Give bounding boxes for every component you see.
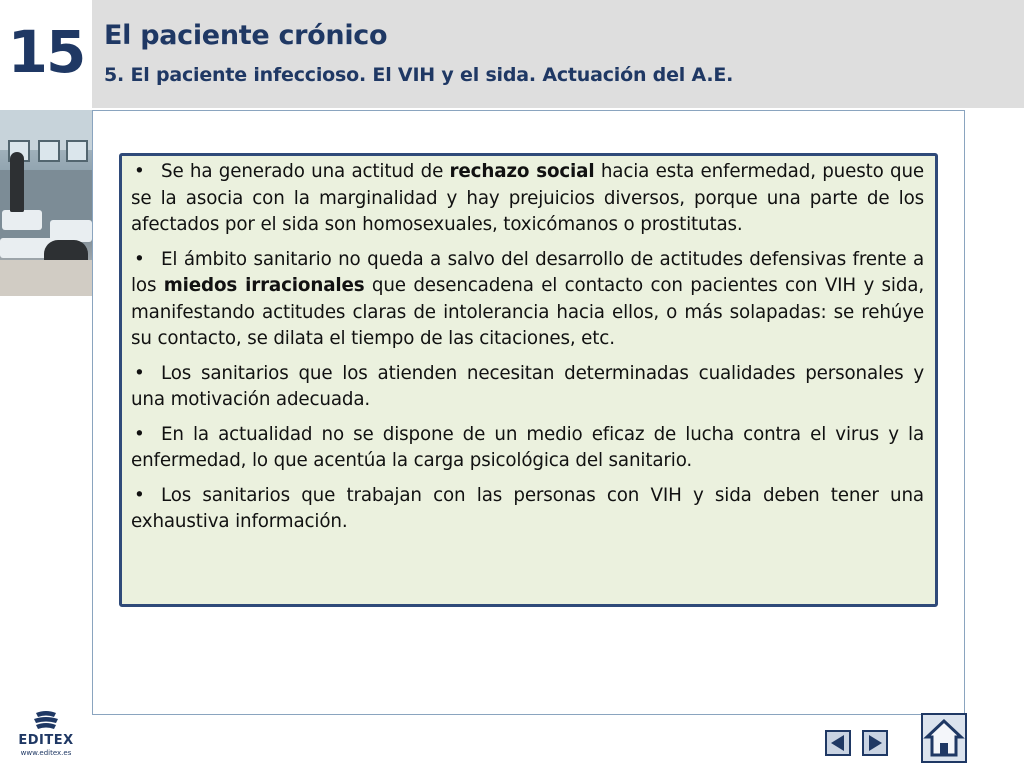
bullet-paragraph bbox=[131, 361, 924, 414]
bullet-icon: • bbox=[134, 248, 145, 270]
house-icon bbox=[923, 715, 965, 761]
editex-logo bbox=[16, 709, 76, 761]
triangle-left-icon bbox=[827, 732, 849, 754]
hospital-photo bbox=[0, 110, 92, 296]
paragraph-text: Se ha generado una actitud de bbox=[161, 161, 450, 182]
editex-logo-icon bbox=[16, 709, 76, 735]
emphasis-text: miedos irracionales bbox=[163, 275, 365, 296]
paragraph-text: El ámbito sanitario no queda a salvo del desarrollo de actitudes defensivas frente a los bbox=[131, 248, 924, 296]
bullet-icon: • bbox=[134, 161, 145, 182]
paragraph-text: Los sanitarios que trabajan con las personas con VIH y sida deben tener una exhaustiva información. bbox=[131, 484, 924, 532]
bullet-paragraph bbox=[131, 159, 924, 239]
bullet-icon: • bbox=[134, 423, 145, 445]
emphasis-text: rechazo social bbox=[449, 161, 595, 182]
logo-url: www.editex.es bbox=[20, 749, 72, 757]
bullet-icon: • bbox=[134, 362, 145, 384]
paragraph-text: hacia esta enfermedad, puesto que se la asocia con la marginalidad y hay prejuicios diversos, porque una parte de los afectados por el sida son homosexuales, toxicómanos o prostitutas. bbox=[131, 161, 924, 235]
slide-header bbox=[0, 0, 1024, 108]
logo-text: EDITEX bbox=[18, 733, 74, 748]
next-slide-button[interactable] bbox=[862, 730, 888, 756]
triangle-right-icon bbox=[864, 732, 886, 754]
slide-subtitle: 5. El paciente infeccioso. El VIH y el sida. Actuación del A.E. bbox=[104, 64, 734, 86]
home-button[interactable] bbox=[921, 713, 967, 763]
bullet-paragraph bbox=[131, 247, 924, 353]
bullet-icon: • bbox=[134, 484, 145, 506]
paragraph-text: que desencadena el contacto con pacientes con VIH y sida, manifestando actitudes claras de intolerancia hacia ellos, o más solapadas: se rehúye su contacto, se dilata el tiempo de las citaciones, etc. bbox=[131, 275, 925, 349]
chapter-number: 15 bbox=[7, 18, 85, 86]
bullet-paragraph bbox=[131, 483, 924, 536]
bullet-paragraph bbox=[131, 422, 924, 475]
info-box bbox=[119, 153, 938, 607]
paragraph-text: En la actualidad no se dispone de un medio eficaz de lucha contra el virus y la enfermedad, lo que acentúa la carga psicológica del sanitario. bbox=[131, 423, 924, 471]
slide-title: El paciente crónico bbox=[104, 20, 388, 51]
paragraph-text: Los sanitarios que los atienden necesitan determinadas cualidades personales y una motivación adecuada. bbox=[131, 362, 924, 410]
chapter-box bbox=[0, 0, 92, 108]
previous-slide-button[interactable] bbox=[825, 730, 851, 756]
